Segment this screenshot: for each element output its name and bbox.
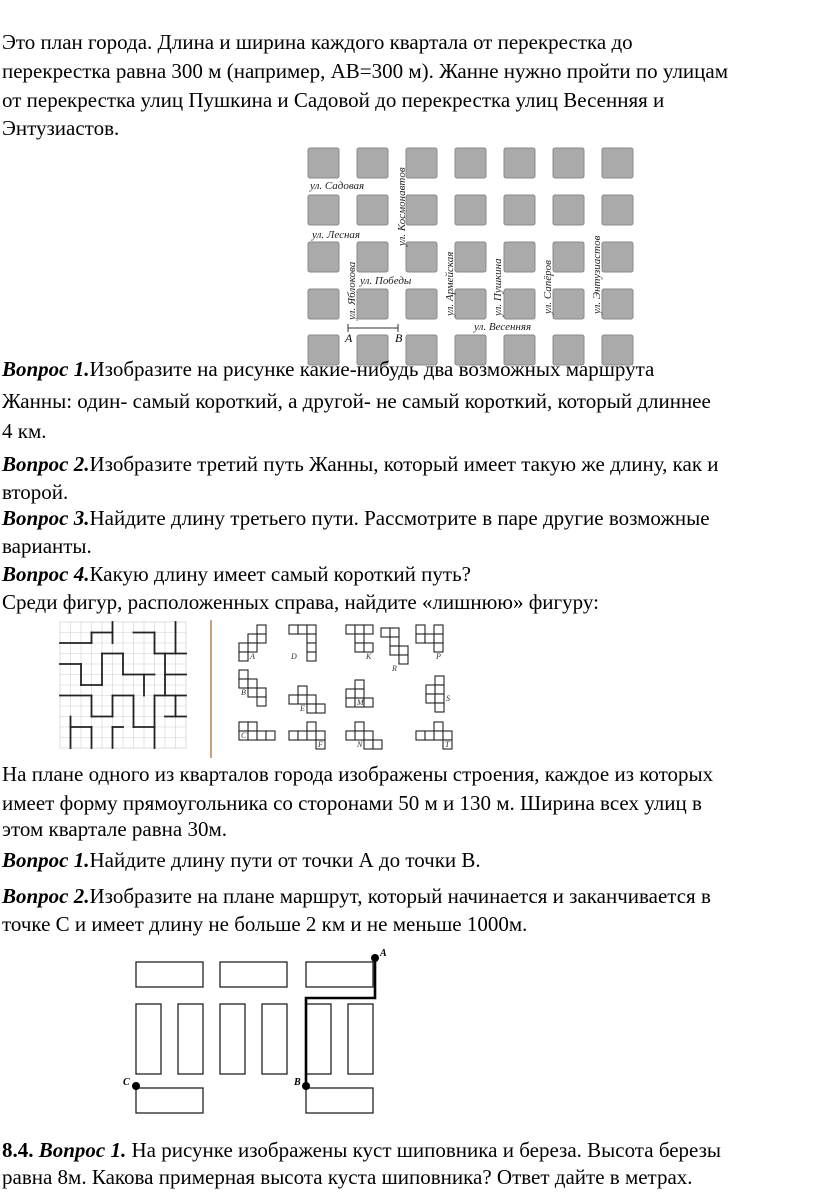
city-block — [406, 195, 437, 225]
building-top-3 — [306, 962, 373, 987]
piece-cell — [390, 646, 399, 655]
piece-cell — [346, 625, 355, 634]
piece-cell — [289, 731, 298, 740]
intro-line-1: Это план города. Длина и ширина каждого квартала от перекрестка до — [2, 30, 633, 54]
shape-piece — [416, 625, 443, 652]
piece-cell — [364, 731, 373, 740]
s1-q1-label: Вопрос 1. — [2, 357, 90, 381]
piece-cell — [435, 703, 444, 712]
s3-line-2: равна 8м. Какова примерная высота куста шиповника? Ответ дайте в метрах. — [2, 1165, 693, 1189]
piece-cell — [248, 731, 257, 740]
city-block — [308, 195, 339, 225]
shape-label: S — [446, 694, 450, 703]
shape-pieces — [239, 625, 452, 749]
s1-q2-label: Вопрос 2. — [2, 452, 90, 476]
city-block — [602, 242, 633, 272]
piece-cell — [307, 625, 316, 634]
shape-label: D — [291, 652, 297, 661]
shape-piece — [346, 625, 373, 652]
city-block — [504, 242, 535, 272]
shape-label: B — [241, 688, 246, 697]
piece-cell — [355, 634, 364, 643]
s2-q1-line — [2, 846, 814, 875]
piece-cell — [239, 643, 248, 652]
s2-q2-line-1 — [2, 882, 814, 911]
piece-cell — [307, 695, 316, 704]
s2-q2-line-2: точке С и имеет длину не больше 2 км и не меньше 1000м. — [2, 912, 528, 936]
shape-piece — [289, 686, 325, 713]
s1-q2-line-2: второй. — [2, 480, 69, 504]
piece-cell — [239, 722, 248, 731]
shape-label: N — [357, 740, 363, 749]
s1-q1-line-3: 4 км. — [2, 419, 47, 443]
s3-line-1 — [2, 1136, 814, 1165]
building-top-1 — [136, 962, 203, 987]
piece-cell — [316, 704, 325, 713]
plan-label-c: C — [123, 1077, 130, 1088]
city-block — [357, 148, 388, 178]
street-entuziastov-label: ул. Энтузиастов — [591, 235, 603, 314]
street-vesennyaya-label: ул. Весенняя — [474, 321, 532, 333]
piece-cell — [346, 689, 355, 698]
piece-cell — [364, 698, 373, 707]
shape-piece — [346, 722, 382, 749]
s1-q3-label: Вопрос 3. — [2, 506, 90, 530]
piece-cell — [355, 689, 364, 698]
piece-cell — [425, 634, 434, 643]
building-bottom-2 — [306, 1088, 373, 1113]
piece-cell — [435, 676, 444, 685]
street-armeyskaya-label: ул. Армейская — [444, 251, 456, 316]
city-block — [357, 289, 388, 319]
city-map-figure — [296, 140, 638, 372]
piece-cell — [390, 628, 399, 637]
city-block — [357, 242, 388, 272]
shape-piece — [381, 628, 408, 664]
piece-cell — [355, 731, 364, 740]
building-top-2 — [220, 962, 287, 987]
piece-cell — [434, 643, 443, 652]
s3-q1-label: Вопрос 1. — [38, 1138, 127, 1162]
piece-cell — [443, 731, 452, 740]
city-block — [455, 195, 486, 225]
city-block — [553, 289, 584, 319]
street-lesnaya-label: ул. Лесная — [312, 229, 361, 241]
s1-q1-line-2: Жанны: один- самый короткий, а другой- не самый короткий, который длиннее — [2, 389, 711, 413]
piece-cell — [434, 731, 443, 740]
s2-q1-text: Найдите длину пути от точки А до точки В. — [89, 848, 481, 872]
piece-cell — [257, 731, 266, 740]
piece-cell — [298, 686, 307, 695]
point-a-label: A — [345, 331, 353, 345]
piece-cell — [355, 680, 364, 689]
piece-cell — [289, 625, 298, 634]
piece-cell — [373, 740, 382, 749]
piece-cell — [416, 731, 425, 740]
piece-cell — [239, 652, 248, 661]
building-col-1 — [136, 1004, 161, 1074]
city-block — [357, 195, 388, 225]
city-block — [553, 242, 584, 272]
shape-label: C — [241, 731, 247, 740]
city-block — [553, 195, 584, 225]
city-block — [504, 148, 535, 178]
city-block — [406, 148, 437, 178]
s1-q4-line — [2, 560, 814, 589]
street-kosmonavtov-label: ул. Космонавтов — [396, 167, 408, 246]
shapes-figure — [56, 618, 464, 760]
piece-cell — [425, 731, 434, 740]
piece-cell — [364, 740, 373, 749]
intro-line-4: Энтузиастов. — [2, 116, 120, 140]
building-col-3 — [220, 1004, 245, 1074]
piece-cell — [364, 643, 373, 652]
plan-label-b: B — [294, 1077, 301, 1088]
point-b-label: B — [395, 331, 403, 345]
piece-cell — [381, 628, 390, 637]
piece-cell — [257, 634, 266, 643]
s1-q1-line-1 — [2, 355, 814, 384]
shape-label: P — [436, 652, 441, 661]
s3-number: 8.4. — [2, 1138, 34, 1162]
s2-q1-label: Вопрос 1. — [2, 848, 90, 872]
shapes-task: Среди фигур, расположенных справа, найдите «лишнюю» фигуру: — [2, 590, 599, 614]
piece-cell — [307, 643, 316, 652]
street-saperov-label: ул. Сапёров — [542, 260, 554, 314]
shape-piece — [426, 676, 444, 712]
piece-cell — [435, 694, 444, 703]
piece-cell — [289, 695, 298, 704]
city-block — [308, 148, 339, 178]
shape-label: M — [357, 698, 364, 707]
piece-cell — [248, 722, 257, 731]
block-plan-figure — [118, 948, 408, 1118]
city-block — [308, 289, 339, 319]
shape-label: A — [250, 652, 255, 661]
city-block — [602, 195, 633, 225]
building-col-5 — [306, 1004, 331, 1074]
piece-cell — [416, 634, 425, 643]
piece-cell — [426, 694, 435, 703]
piece-cell — [257, 625, 266, 634]
street-pobedy-label: ул. Победы — [360, 275, 412, 287]
piece-cell — [307, 731, 316, 740]
s1-q2-text-1: Изобразите третий путь Жанны, который имеет такую же длину, как и — [89, 452, 719, 476]
city-block — [455, 242, 486, 272]
plan-label-a: A — [380, 948, 387, 959]
piece-cell — [355, 625, 364, 634]
piece-cell — [307, 722, 316, 731]
tiled-grid — [60, 622, 186, 748]
city-block — [406, 242, 437, 272]
city-block — [504, 195, 535, 225]
piece-cell — [346, 698, 355, 707]
shape-label: R — [392, 664, 397, 673]
city-block — [504, 289, 535, 319]
piece-cell — [399, 655, 408, 664]
s2-intro-line-1: На плане одного из кварталов города изображены строения, каждое из которых — [2, 762, 714, 786]
s1-q3-line-1 — [2, 504, 814, 533]
s1-q1-text-1: Изобразите на рисунке какие-нибудь два возможных маршрута — [89, 357, 655, 381]
piece-cell — [434, 625, 443, 634]
piece-cell — [426, 685, 435, 694]
piece-cell — [434, 722, 443, 731]
piece-cell — [355, 722, 364, 731]
piece-cell — [307, 652, 316, 661]
city-block — [455, 289, 486, 319]
piece-cell — [248, 634, 257, 643]
intro-line-3: от перекрестка улиц Пушкина и Садовой до перекрестка улиц Весенняя и — [2, 88, 665, 112]
building-col-6 — [348, 1004, 373, 1074]
piece-cell — [364, 625, 373, 634]
piece-cell — [266, 731, 275, 740]
piece-cell — [298, 695, 307, 704]
s1-q2-line-1 — [2, 450, 814, 479]
s1-q3-text-1: Найдите длину третьего пути. Рассмотрите в паре другие возможные — [89, 506, 710, 530]
s1-q4-text: Какую длину имеет самый короткий путь? — [89, 562, 471, 586]
shape-label: F — [318, 740, 323, 749]
city-block — [308, 242, 339, 272]
intro-line-2: перекрестка равна 300 м (например, АВ=300 м). Жанне нужно пройти по улицам — [2, 59, 729, 83]
building-col-2 — [178, 1004, 203, 1074]
street-yablokova-label: ул. Яблокова — [346, 261, 358, 320]
city-block — [455, 148, 486, 178]
street-pushkina-label: ул. Пушкина — [492, 258, 504, 316]
city-block — [406, 289, 437, 319]
s1-q3-line-2: варианты. — [2, 534, 92, 558]
piece-cell — [307, 634, 316, 643]
piece-cell — [346, 731, 355, 740]
piece-cell — [298, 625, 307, 634]
piece-cell — [434, 634, 443, 643]
point-c-dot — [132, 1082, 140, 1090]
s2-q2-text-1: Изобразите на плане маршрут, который начинается и заканчивается в — [89, 884, 711, 908]
piece-cell — [248, 643, 257, 652]
piece-cell — [399, 646, 408, 655]
piece-cell — [435, 685, 444, 694]
piece-cell — [416, 625, 425, 634]
piece-cell — [307, 704, 316, 713]
s1-q4-label: Вопрос 4. — [2, 562, 90, 586]
piece-cell — [316, 731, 325, 740]
shape-label: K — [366, 652, 372, 661]
piece-cell — [248, 679, 257, 688]
piece-cell — [257, 697, 266, 706]
city-block — [602, 148, 633, 178]
city-block — [602, 289, 633, 319]
s3-text-1: На рисунке изображены куст шиповника и береза. Высота березы — [131, 1138, 722, 1162]
street-sadovaya-label: ул. Садовая — [310, 180, 365, 192]
building-col-4 — [262, 1004, 287, 1074]
piece-cell — [248, 688, 257, 697]
point-a-dot — [371, 954, 379, 962]
piece-cell — [298, 731, 307, 740]
s2-q2-label: Вопрос 2. — [2, 884, 90, 908]
piece-cell — [355, 643, 364, 652]
shape-label: E — [300, 704, 305, 713]
point-b-dot — [302, 1082, 310, 1090]
s2-intro-line-3: этом квартале равна 30м. — [2, 817, 228, 841]
city-block — [553, 148, 584, 178]
piece-cell — [257, 688, 266, 697]
building-bottom-1 — [136, 1088, 203, 1113]
s2-intro-line-2: имеет форму прямоугольника со сторонами 50 м и 130 м. Ширина всех улиц в — [2, 791, 702, 815]
shape-label: T — [445, 740, 450, 749]
piece-cell — [390, 637, 399, 646]
piece-cell — [239, 679, 248, 688]
piece-cell — [239, 670, 248, 679]
